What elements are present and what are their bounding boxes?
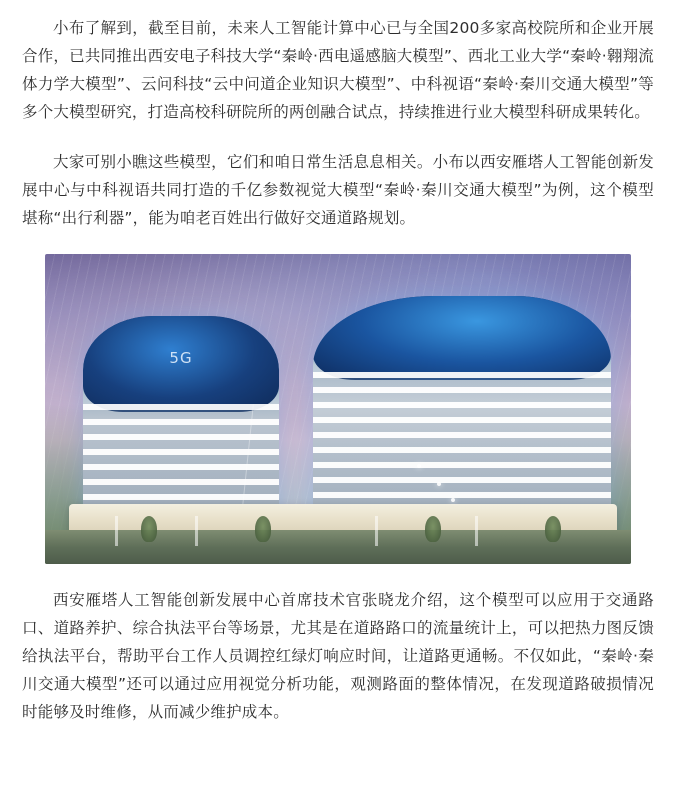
light-dot: [417, 464, 421, 468]
street-lamp: [475, 516, 478, 546]
paragraph-2: 大家可别小瞧这些模型，它们和咱日常生活息息相关。小布以西安雁塔人工智能创新发展中心与中科视语共同打造的千亿参数视觉大模型“秦岭·秦川交通大模型”为例，这个模型堪称“出行利器”，能为咱老百姓出行做好交通道路规划。: [22, 153, 654, 227]
tree: [425, 516, 441, 542]
building-photo: [45, 254, 631, 564]
tree: [255, 516, 271, 542]
paragraph-3: 西安雁塔人工智能创新发展中心首席技术官张晓龙介绍，这个模型可以应用于交通路口、道路养护、综合执法平台等场景，尤其是在道路路口的流量统计上，可以把热力图反馈给执法平台，帮助平台工作人员调控红绿灯响应时间，让道路更通畅。不仅如此，“秦岭·秦川交通大模型”还可以通过应用视觉分析功能，观测路面的整体情况，在发现道路破损情况时能够及时维修，从而减少维护成本。: [22, 591, 654, 721]
paragraph-1: 小布了解到，截至目前，未来人工智能计算中心已与全国200多家高校院所和企业开展合作，已共同推出西安电子科技大学“秦岭·西电遥感脑大模型”、西北工业大学“秦岭·翱翔流体力学大模型”、云问科技“云中问道企业知识大模型”、中科视语“秦岭·秦川交通大模型”等多个大模型研究，打造高校科研院所的两创融合试点，持续推进行业大模型科研成果转化。: [22, 19, 654, 121]
tree: [545, 516, 561, 542]
light-dot: [451, 498, 455, 502]
light-dot: [437, 482, 441, 486]
ground-plaza: [45, 530, 631, 564]
street-lamp: [195, 516, 198, 546]
right-tower-dome: [313, 296, 611, 380]
street-lamp: [375, 516, 378, 546]
tree: [141, 516, 157, 542]
street-lamp: [115, 516, 118, 546]
article-figure: [22, 254, 654, 564]
left-tower-dome-5g-sign: [83, 316, 279, 412]
